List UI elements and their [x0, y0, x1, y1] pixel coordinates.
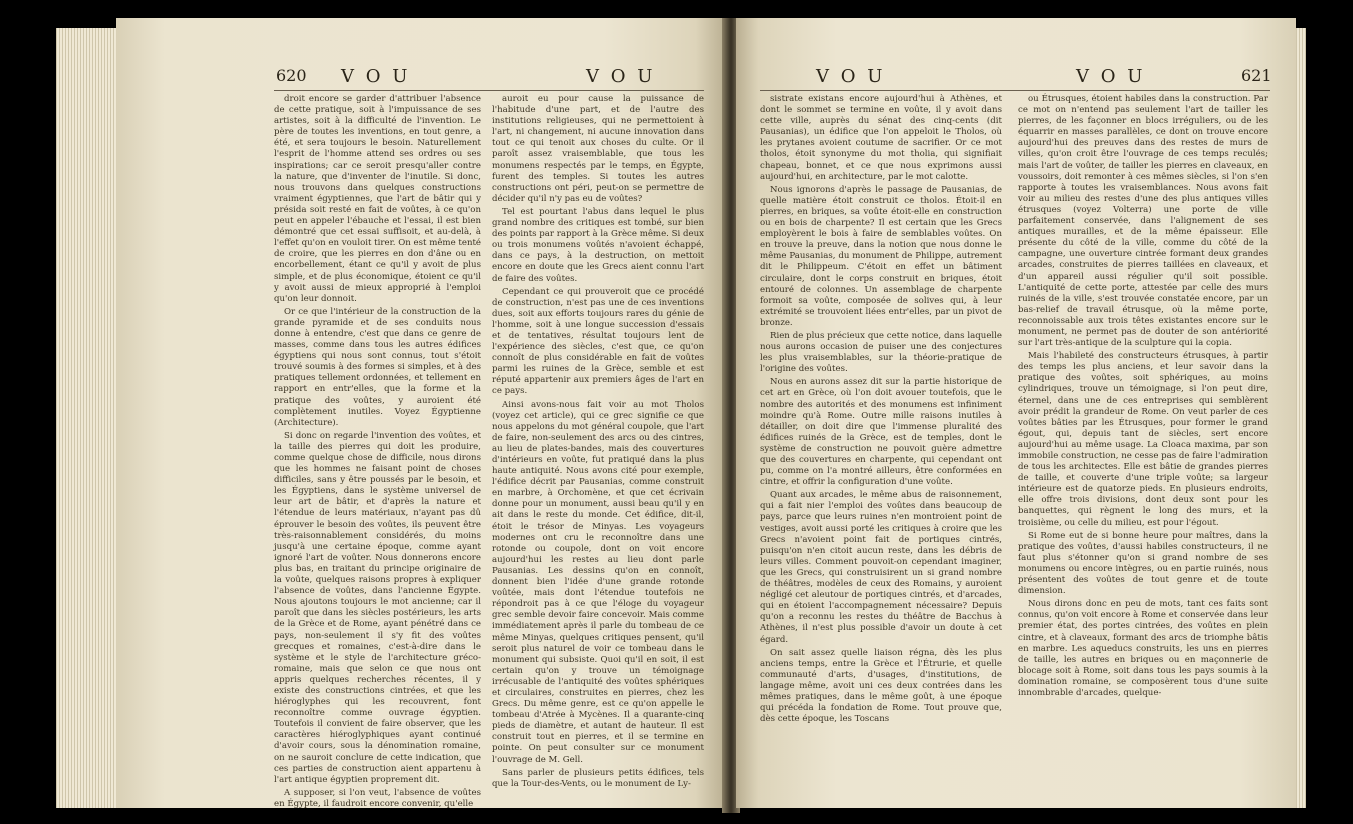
paragraph: Or ce que l'intérieur de la construction de la grande pyramide et de ses conduits nous donne à entendre, c'est que dans ce genre de masses, comme dans tous les autres édifices égyptiens qui nous sont connus, tout s'étoit trouvé soumis à des formes si simples, et à des pratiques tellement ordonnées, et tellement en rapport en entr'elles, que la forme et la pratique des voûtes, y auroient été complètement inutiles. Voyez Égyptienne (Architecture). [274, 306, 481, 428]
paragraph: Rien de plus précieux que cette notice, dans laquelle nous aurons occasion de puiser une des conjectures les plus vraisemblables, sur la théorie-pratique de l'origine des voûtes. [760, 330, 1002, 375]
paragraph: Cependant ce qui prouveroit que ce procédé de construction, n'est pas une de ces inventions dues, soit aux efforts toujours rares du génie de l'homme, soit à une longue succession d'essais et de tentatives, résultat toujours lent de l'expérience des siècles, c'est que, ce qu'on connoît de plus considérable en fait de voûtes parmi les ruines de la Grèce, semble et est réputé appartenir aux premiers âges de l'art en ce pays. [492, 286, 704, 397]
open-book [52, 18, 1305, 818]
paragraph: Si Rome eut de si bonne heure pour maîtres, dans la pratique des voûtes, d'aussi habiles constructeurs, il ne faut plus s'étonner qu'on si grand nombre de ses monumens ou encore intègres, ou en partie ruinés, nous présentent des voûtes de tout genre et de toute dimension. [1018, 530, 1268, 597]
left-page-edges [56, 28, 116, 808]
paragraph: On sait assez quelle liaison régna, dès les plus anciens temps, entre la Grèce et l'Étrurie, et quelle communauté d'arts, d'usages, d'institutions, de langage même, avoit uni ces deux contrées dans les mêmes pratiques, dans le même goût, à une époque qui précéda la fondation de Rome. Tout prouve que, dès cette époque, les Toscans [760, 647, 1002, 725]
running-head-left-col2: V O U [586, 66, 656, 87]
paragraph: Quant aux arcades, le même abus de raisonnement, qui a fait nier l'emploi des voûtes dans beaucoup de pays, parce que leurs ruines n'en montroient point de vestiges, avoit aussi porté les critiques à croire que les Grecs n'avoient point fait de portiques cintrés, puisqu'on n'en citoit aucun reste, dans les débris de leurs villes. Comment pouvoit-on cependant imaginer, que les Grecs, qui construisirent un si grand nombre de théâtres, modèles de ceux des Romains, y auroient négligé cet aleutour de portiques cintrés, et d'arcades, qui en étoient l'accompagnement nécessaire? Depuis qu'on a reconnu les restes du théâtre de Bacchus à Athènes, il n'est plus possible d'avoir un doute à cet égard. [760, 490, 1002, 645]
right-page-edges [1296, 28, 1306, 808]
paragraph: Si donc on regarde l'invention des voûtes, et la taille des pierres qui doit les produire, comme quelque chose de difficile, nous dirons que les hommes ne faisant point de choses difficiles, sans y être poussés par le besoin, et les Égyptiens, dans le système universel de leur art de bâtir, et d'après la nature et l'étendue de leurs matériaux, n'ayant pas dû éprouver le besoin des voûtes, ils peuvent être très-raisonnablement considérés, du moins jusqu'à une certaine époque, comme ayant ignoré l'art de voûter. Nous donnerons encore plus bas, en traitant du principe originaire de la voûte, quelques raisons propres à expliquer l'absence de voûtes, dans l'ancienne Égypte. Nous ajoutons toujours le mot ancienne; car il paroît que dans les siècles postérieurs, les arts de la Grèce et de Rome, ayant pénétré dans ce pays, non-seulement il s'y fit des voûtes grecques et romaines, c'est-à-dire dans le système et le style de l'architecture gréco-romaine, mais que selon ce que nous ont appris quelques recherches récentes, il y existe des constructions cintrées, et que les hiéroglyphes qui les recouvrent, font reconnoître comme ouvrage égyptien. Toutefois il convient de faire observer, que les caractères hiéroglyphiques ayant continué d'avoir cours, sous la dénomination romaine, on ne sauroit conclure de cette indication, que ces parties de construction aient appartenu à l'art antique égyptien proprement dit. [274, 430, 481, 785]
paragraph: Ainsi avons-nous fait voir au mot Tholos (voyez cet article), qui ce grec signifie ce que nous appelons du mot général coupole, que l'art de faire, non-seulement des arcs ou des cintres, au lieu de plates-bandes, mais des couvertures d'intérieurs en voûte, fut pratiqué dans la plus haute antiquité. Nous avons cité pour exemple, l'édifice décrit par Pausanias, comme construit en marbre, à Orchomène, et que cet écrivain donne pour un monument, aussi beau qu'il y en ait dans le reste du monde. Cet édifice, dit-il, étoit le trésor de Minyas. Les voyageurs modernes ont cru le reconnoître dans une rotonde ou coupole, dont on voit encore aujourd'hui les restes au lieu dont parle Pausanias. Les dessins qu'on en connoît, donnent bien l'idée d'une grande rotonde voûtée, mais dont l'étendue toutefois ne répondroit pas à ce que l'éloge du voyageur grec semble devoir faire concevoir. Mais comme immédiatement après il parle du tombeau de ce même Minyas, quelques critiques pensent, qu'il seroit plus naturel de voir ce tombeau dans le monument qui subsiste. Quoi qu'il en soit, il est certain qu'on y trouve un témoignage irrécusable de l'antiquité des voûtes sphériques et circulaires, construites en pierres, chez les Grecs. Du même genre, est ce qu'on appelle le tombeau d'Atrée à Mycènes. Il a quarante-cinq pieds de diamètre, et autant de hauteur. Il est construit tout en pierres, et il se termine en pointe. On peut consulter sur ce monument l'ouvrage de M. Gell. [492, 399, 704, 765]
left-page [116, 18, 726, 808]
running-head-right-col2: V O U [1076, 66, 1146, 87]
header-rule-right [760, 90, 1270, 91]
paragraph: auroit eu pour cause la puissance de l'habitude d'une part, et de l'autre des institutions religieuses, qui ne permettoient à l'art, ni changement, ni aucune innovation dans tout ce qui tenoit aux choses du culte. Or il paroît assez vraisemblable, que tous les monumens respectés par le temps, en Égypte, furent des temples. Si toutes les autres constructions ont péri, peut-on se permettre de décider qu'il n'y pas eu de voûtes? [492, 94, 704, 204]
page-number-right: 621 [1241, 66, 1272, 85]
running-head-right-col1: V O U [816, 66, 886, 87]
right-page [736, 18, 1296, 808]
running-head-left-col1: V O U [341, 66, 411, 87]
paragraph: Tel est pourtant l'abus dans lequel le plus grand nombre des critiques est tombé, sur bien des points par rapport à la Grèce même. Si deux ou trois monumens voûtés n'avoient échappé, dans ce pays, à la destruction, on mettoit encore en doute que les Grecs aient connu l'art de faire des voûtes. [492, 206, 704, 284]
page-number-left: 620 [276, 66, 307, 85]
paragraph: A supposer, si l'on veut, l'absence de voûtes en Égypte, il faudroit encore convenir, qu'elle [274, 787, 481, 809]
paragraph: droit encore se garder d'attribuer l'absence de cette pratique, soit à l'impuissance de ses artistes, soit à la difficulté de l'invention. Le père de toutes les inventions, en tout genre, a été, et sera toujours le besoin. Naturellement l'esprit de l'homme attend ses ordres ou ses inspirations; car ce seroit presqu'aller contre la nature, que d'inventer de l'inutile. Si donc, nous trouvons dans quelques constructions vraiment égyptiennes, que l'art de bâtir qui y présida soit resté en fait de voûtes, à ce qu'on peut en appeler l'ébauche et l'essai, il est bien démontré que cet essai suffisoit, et au-delà, à l'effet qu'on en vouloit tirer. On est même tenté de croire, que les pierres en don d'âne ou en encorbellement, étant ce qu'il y avoit de plus simple, et de plus économique, étoient ce qu'il y avoit aussi de mieux approprié à l'emploi qu'on leur donnoit. [274, 94, 482, 304]
paragraph: sistrate existans encore aujourd'hui à Athènes, et dont le sommet se termine en voûte, il y avoit dans cette ville, auprès du sénat des cinq-cents (dit Pausanias), un édifice que l'on appeloit le Tholos, où les prytanes avoient coutume de sacrifier. Or ce mot tholos, étoit synonyme du mot tholia, qui signifiait chapeau, bonnet, et ce que nous exprimons aussi aujourd'hui, en architecture, par le mot calotte. [760, 94, 1002, 182]
paragraph: Nous dirons donc en peu de mots, tant ces faits sont connus, qu'on voit encore à Rome et conservée dans leur premier état, des portes cintrées, des voûtes en plein cintre, et à claveaux, formant des arcs de triomphe bâtis en marbre. Les aqueducs construits, les uns en pierres de taille, les autres en briques ou en maçonnerie de blocage soit à Rome, soit dans tous les pays soumis à la domination romaine, se composèrent tous d'une suite innombrable d'arcades, quelque- [1018, 599, 1268, 698]
paragraph: Nous en aurons assez dit sur la partie historique de cet art en Grèce, où l'on doit avouer toutefois, que le nombre des autorités et des monumens est infiniment moindre qu'à Rome. Outre mille raisons inutiles à détailler, on doit dire que l'immense pluralité des édifices ruinés de la Grèce, est de temples, dont le système de construction ne pouvoit guère admettre que des couvertures en charpente, qui cependant ont pu, comme on l'a montré ailleurs, être conformées en cintre, et offrir la configuration d'une voûte. [760, 377, 1002, 488]
paragraph: Mais l'habileté des constructeurs étrusques, à partir des temps les plus anciens, et leur savoir dans la pratique des voûtes, soit sphériques, au moins cylindriques, trouve un témoignage, si l'on peut dire, éternel, dans une de ces entreprises qui semblèrent avoir prédit la grandeur de Rome. On veut parler de ces voûtes bâties par les Étrusques, pour former le grand égout, qui, depuis tant de siècles, sert encore aujourd'hui au même usage. La Cloaca maxima, par son immobile construction, ne cesse pas de faire l'admiration de tous les architectes. Elle est bâtie de grandes pierres de taille, et couverte d'une triple voûte; sa largeur intérieure est de quatorze pieds. En plusieurs endroits, elle offre trois divisions, dont deux sont pour les banquettes, qui règnent le long des murs, et la troisième, ou celle du milieu, est pour l'égout. [1018, 351, 1268, 528]
paragraph: Sans parler de plusieurs petits édifices, tels que la Tour-des-Vents, ou le monument de Ly- [492, 767, 704, 789]
header-rule-left [274, 90, 704, 91]
paragraph: ou Étrusques, étoient habiles dans la construction. Par ce mot on n'entend pas seulement l'art de tailler les pierres, de les façonner en blocs irréguliers, ou de les équarrir en masses parallèles, ce dont on trouve encore aujourd'hui des preuves dans des restes de murs de villes, qu'on croit être l'ouvrage de ces temps reculés; mais l'art de voûter, de tailler les pierres en claveaux, en voussoirs, doit remonter à ces mêmes siècles, si l'on s'en rapporte à toutes les vraisemblances. Nous avons fait voir au milieu des restes d'une des plus antiques villes étrusques (voyez Volterra) une porte de ville parfaitement conservée, dans l'alignement de ses antiques murailles, et de la même épaisseur. Elle présente du côté de la ville, comme du côté de la campagne, une ouverture cintrée formant deux grandes arcades, construites de pierres taillées en claveaux, et d'un appareil aussi régulier qu'il soit possible. L'antiquité de cette porte, attestée par celle des murs ruinés de la ville, s'est trouvée constatée encore, par un bas-relief de travail étrusque, où la même porte, reconnoissable aux trois têtes existantes encore sur le monument, ne permet pas de douter de son antériorité sur l'art très-antique de la sculpture qui la copia. [1018, 94, 1268, 349]
paragraph: Nous ignorons d'après le passage de Pausanias, de quelle matière étoit construit ce tholos. Étoit-il en pierres, en briques, sa voûte étoit-elle en construction ou en bois de charpente? Il est certain que les Grecs employèrent le bois à faire de semblables voûtes. On en trouve la preuve, dans la notion que nous donne le même Pausanias, du monument de Philippe, autrement dit le Philippeum. C'étoit en effet un bâtiment circulaire, dont le corps construit en briques, étoit entouré de colonnes. Un assemblage de charpente formoit sa voûte, composée de solives qui, à leur extrémité se trouvoient liées entr'elles, par un pivot de bronze. [760, 184, 1002, 328]
right-page-column-1 [760, 94, 1002, 800]
right-page-column-2 [1018, 94, 1268, 800]
left-page-column-1 [274, 94, 482, 809]
left-page-column-2 [492, 94, 704, 800]
